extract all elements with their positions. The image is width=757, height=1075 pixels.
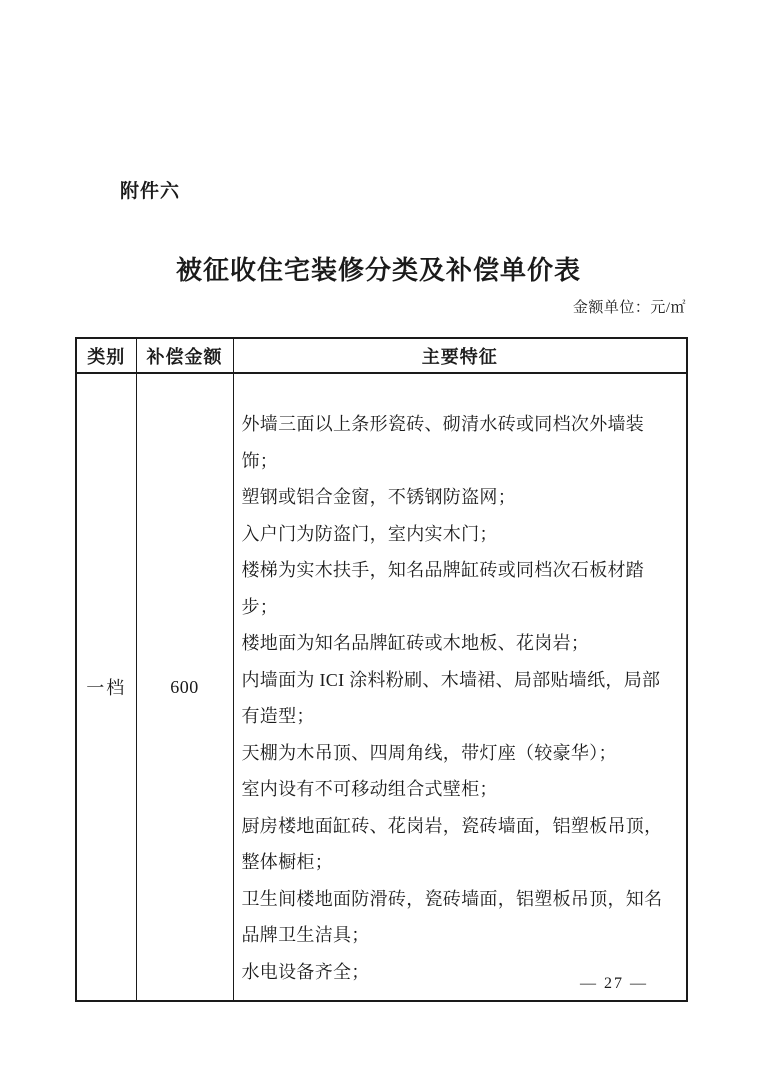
header-features: 主要特征	[233, 338, 687, 373]
feature-line: 塑钢或铝合金窗，不锈钢防盗网；	[241, 487, 516, 507]
feature-line: 楼地面为知名品牌缸砖或木地板、花岗岩；	[241, 633, 590, 653]
unit-note: 金额单位：元/㎡	[572, 300, 686, 316]
feature-line: 楼梯为实木扶手，知名品牌缸砖或同档次石板材踏步；	[241, 560, 645, 617]
feature-line: 厨房楼地面缸砖、花岗岩，瓷砖墙面，铝塑板吊顶，整体橱柜；	[241, 815, 663, 872]
table-row	[76, 373, 687, 1001]
cell-features	[233, 373, 687, 1001]
feature-line: 内墙面为 ICI 涂料粉刷、木墙裙、局部贴墙纸，局部有造型；	[241, 669, 661, 726]
cell-amount: 600	[136, 373, 233, 1001]
feature-line: 外墙三面以上条形瓷砖、砌清水砖或同档次外墙装饰；	[241, 414, 645, 471]
compensation-table	[75, 337, 688, 1002]
cell-category: 一档	[76, 373, 136, 1001]
attachment-label: 附件六	[120, 181, 181, 202]
page-number: — 27 —	[580, 975, 648, 992]
page-title: 被征收住宅装修分类及补偿单价表	[175, 255, 581, 285]
header-category: 类别	[76, 338, 136, 373]
feature-line: 入户门为防盗门，室内实木门；	[241, 523, 498, 544]
feature-line: 天棚为木吊顶、四周角线，带灯座（较豪华）；	[241, 742, 617, 763]
feature-line: 水电设备齐全；	[241, 961, 370, 982]
feature-line: 室内设有不可移动组合式壁柜；	[241, 779, 498, 799]
feature-line: 卫生间楼地面防滑砖，瓷砖墙面，铝塑板吊顶，知名品牌卫生洁具；	[241, 888, 663, 945]
table-header-row	[76, 338, 687, 373]
header-amount: 补偿金额	[136, 338, 233, 373]
